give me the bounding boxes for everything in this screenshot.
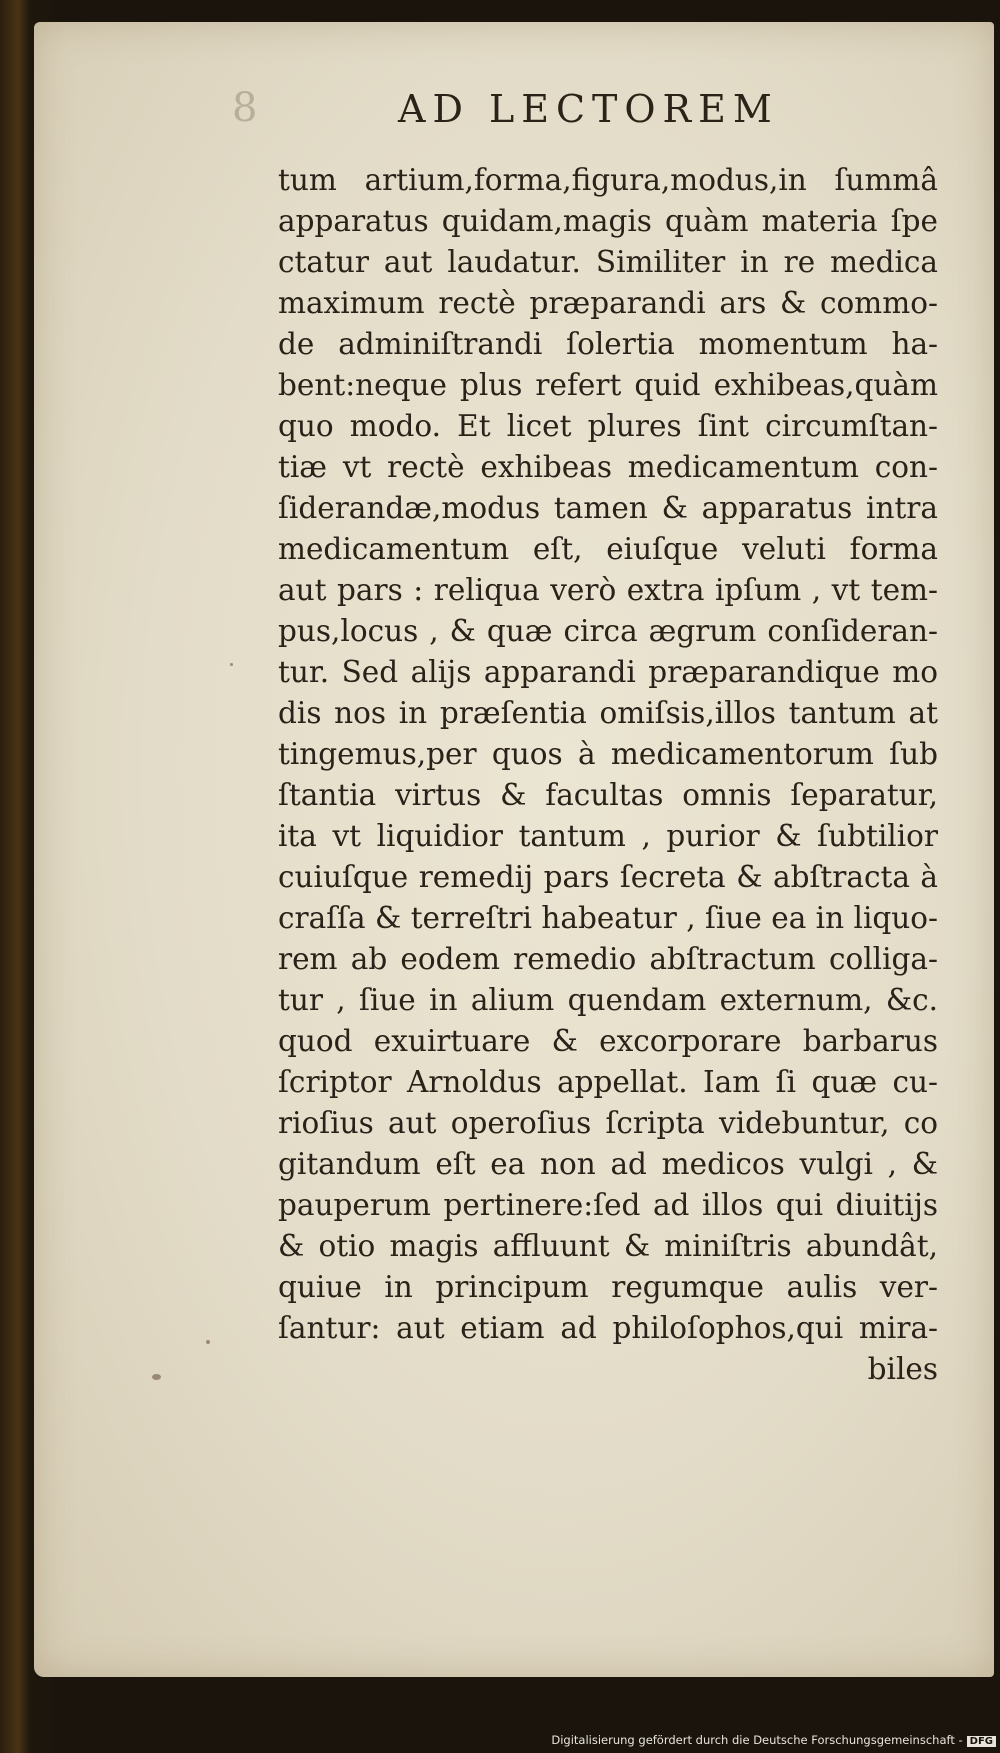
text-line: quiue in principum regumque aulis ver- [278,1270,938,1304]
text-line: tur. Sed alijs apparandi præparandique mo [278,655,938,689]
dfg-logo: DFG [967,1736,996,1747]
body-text [278,158,958,1458]
text-line: tur , ſiue in alium quendam externum, &c. [278,983,938,1017]
text-line: ſantur: aut etiam ad philoſophos,qui mira- [278,1311,938,1345]
text-line: quod exuirtuare & excorporare barbarus [278,1024,938,1058]
text-line: ſiderandæ,modus tamen & apparatus intra [278,491,938,525]
text-line: bent:neque plus refert quid exhibeas,quàm [278,368,938,402]
text-line: dis nos in præſentia omiſsis,illos tantum at [278,696,938,730]
catchword: biles [867,1352,938,1386]
text-line: apparatus quidam,magis quàm materia ſpe [278,204,938,238]
ink-speck [230,663,233,666]
text-line: tiæ vt rectè exhibeas medicamentum con- [278,450,938,484]
text-line: medicamentum eſt, eiuſque veluti forma [278,532,938,566]
text-line: rem ab eodem remedio abſtractum colliga- [278,942,938,976]
text-line: ſtantia virtus & facultas omnis ſeparatur, [278,778,938,812]
text-line: ſcriptor Arnoldus appellat. Iam ſi quæ cu- [278,1065,938,1099]
ink-speck [206,1340,210,1344]
text-line: & otio magis affluunt & miniſtris abundât, [278,1229,938,1263]
text-line: maximum rectè præparandi ars & commo- [278,286,938,320]
text-line: quo modo. Et licet plures ſint circumſtan- [278,409,938,443]
running-head: AD LECTOREM [398,87,779,131]
ink-speck [152,1374,161,1380]
credit-text: Digitalisierung gefördert durch die Deutsche Forschungsgemeinschaft - [551,1733,963,1747]
text-line: gitandum eſt ea non ad medicos vulgi , & [278,1147,938,1181]
text-line: de adminiſtrandi ſolertia momentum ha- [278,327,938,361]
text-line: pus,locus , & quæ circa ægrum conſideran- [278,614,938,648]
page-number: 8 [232,85,258,131]
text-line: ita vt liquidior tantum , purior & ſubtilior [278,819,938,853]
digitization-credit [551,1733,996,1747]
text-line: tum artium,forma,figura,modus,in ſummâ [278,163,938,197]
text-line: rioſius aut operoſius ſcripta videbuntur, co [278,1106,938,1140]
text-line: pauperum pertinere:ſed ad illos qui diuitijs [278,1188,938,1222]
text-line: aut pars : reliqua verò extra ipſum , vt tem- [278,573,938,607]
text-line: craſſa & terreſtri habeatur , ſiue ea in liquo- [278,901,938,935]
text-line: tingemus,per quos à medicamentorum ſub [278,737,938,771]
text-line: ctatur aut laudatur. Similiter in re medica [278,245,938,279]
text-line: cuiuſque remedij pars ſecreta & abſtracta à [278,860,938,894]
